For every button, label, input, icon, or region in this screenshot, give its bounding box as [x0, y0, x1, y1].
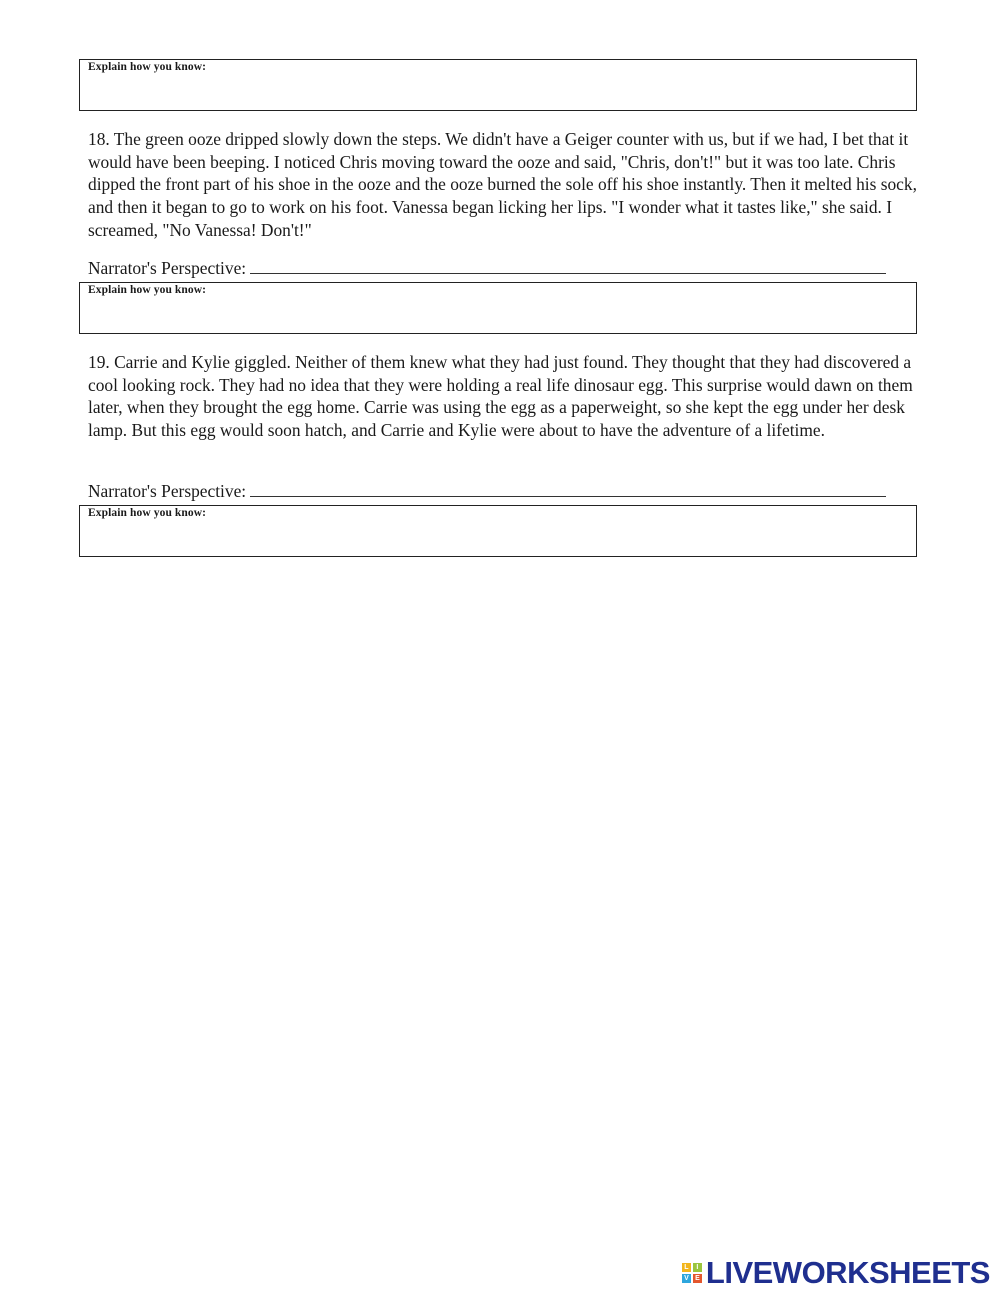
explain-box-17[interactable]: [79, 59, 917, 111]
logo-cube-letter: L: [682, 1263, 691, 1272]
explain-label: Explain how you know:: [88, 284, 207, 296]
logo-cube-icon: [682, 1263, 702, 1283]
perspective-answer-line-18[interactable]: [250, 258, 886, 274]
perspective-answer-line-19[interactable]: [250, 481, 886, 497]
explain-box-18[interactable]: [79, 282, 917, 334]
perspective-row-19: [88, 481, 918, 501]
logo-cube-letter: V: [682, 1274, 691, 1283]
question-19-text: 19. Carrie and Kylie giggled. Neither of them knew what they had just found. They thought that they had discovered a cool looking rock. They had no idea that they were holding a real life dinosaur egg. This surprise would dawn on them later, when they brought the egg home. Carrie was using the egg as a paperweight, so she kept the egg under her desk lamp. But this egg would soon hatch, and Carrie and Kylie were about to have the adventure of a lifetime.: [88, 352, 913, 441]
explain-label: Explain how you know:: [88, 61, 207, 73]
perspective-label: Narrator's Perspective:: [88, 481, 247, 501]
explain-label: Explain how you know:: [88, 507, 207, 519]
liveworksheets-logo: [682, 1255, 990, 1291]
question-18-text: 18. The green ooze dripped slowly down the steps. We didn't have a Geiger counter with us, but if we had, I bet that it would have been beeping. I noticed Chris moving toward the ooze and said, "Chris, don't!" but it was too late. Chris dipped the front part of his shoe in the ooze and the ooze burned the sole off his shoe instantly. Then it melted his sock, and then it began to go to work on his foot. Vanessa began licking her lips. "I wonder what it tastes like," she said. I screamed, "No Vanessa! Don't!": [88, 129, 917, 240]
perspective-label: Narrator's Perspective:: [88, 258, 247, 278]
perspective-row-18: [88, 258, 918, 278]
logo-cube-letter: I: [693, 1263, 702, 1272]
logo-cube-letter: E: [693, 1274, 702, 1283]
logo-text: LIVEWORKSHEETS: [705, 1255, 990, 1290]
explain-box-19[interactable]: [79, 505, 917, 557]
